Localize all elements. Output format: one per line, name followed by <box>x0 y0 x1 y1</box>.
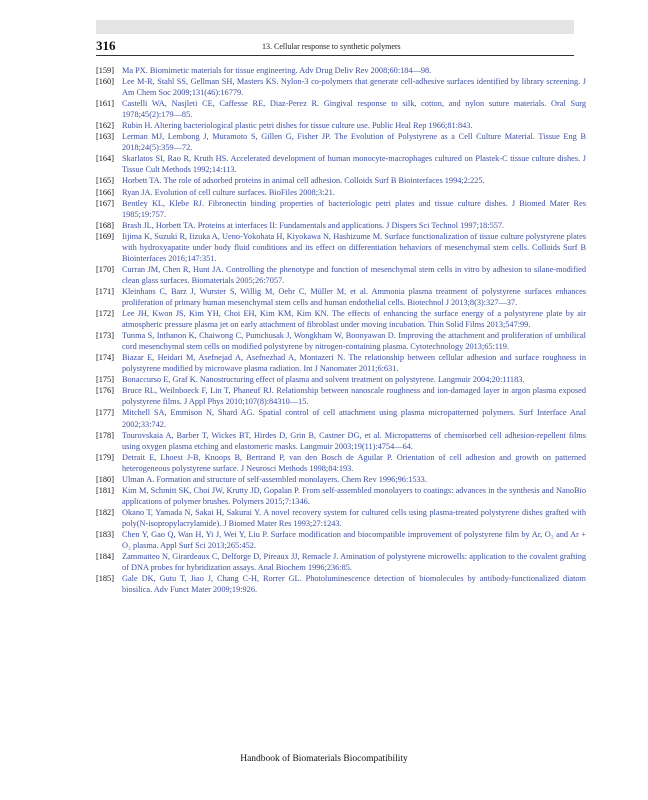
reference-text[interactable]: Curran JM, Chen R, Hunt JA. Controlling the phenotype and function of mesenchymal stem cells in vitro by adhesion to silane-modified clean glass surfaces. Biomaterials 2005;26:7057. <box>122 264 586 285</box>
reference-number: [174] <box>96 353 114 363</box>
reference-text[interactable]: Bonaccurso E, Graf K. Nanostructuring effect of plasma and solvent treatment on polystyrene. Langmuir 2004;20:11183. <box>122 375 525 385</box>
reference-text[interactable]: Bruce RL, Weilnboeck F, Lin T, Phaneuf RJ. Relationship between nanoscale roughness and ion-damaged layer in argon plasma exposed polystyrene films. J Appl Phys 2010;107(8):84310—15. <box>122 386 586 407</box>
reference-text[interactable]: Skarlatos SI, Rao R, Kruth HS. Accelerated development of human monocyte-macrophages cultured on Plastek-C tissue culture dishes. J Tissue Cult Methods 1992;14:113. <box>122 154 586 175</box>
reference-item <box>96 76 586 98</box>
reference-number: [183] <box>96 529 114 539</box>
reference-number: [162] <box>96 121 114 131</box>
reference-item <box>96 220 586 231</box>
reference-text[interactable]: Lerman MJ, Lembong J, Muramoto S, Gillen G, Fisher JP. The Evolution of Polystyrene as a Cell Culture Material. Tissue Eng B 2018;24(5):359—72. <box>122 132 586 153</box>
reference-item <box>96 407 586 429</box>
reference-text[interactable]: Tourovskaia A, Barber T, Wickes BT, Hirdes D, Grin B, Castner DG, et al. Micropatterns of chemisorbed cell adhesion-repellent films using oxygen plasma etching and elastomeric masks. Langmuir 2003;19(11):4754—64. <box>122 430 586 451</box>
reference-text[interactable]: Kleinhans C, Barz J, Wurster S, Willig M, Oehr C, Müller M, et al. Ammonia plasma treatment of polystyrene surfaces enhances proliferation of primary human mesenchymal stem cells and human endothelial cells. Biotechnol J 2013;8(3):327—37. <box>122 286 586 307</box>
reference-number: [169] <box>96 231 114 241</box>
reference-text[interactable]: Ryan JA. Evolution of cell culture surfaces. BioFiles 2008;3:21. <box>122 187 335 197</box>
reference-text[interactable]: Ma PX. Biomimetic materials for tissue engineering. Adv Drug Deliv Rev 2008;60:184—98. <box>122 66 432 75</box>
reference-text[interactable]: Detrait E, Lhoest J-B, Knoops B, Bertrand P, van den Bosch de Aguilar P. Orientation of cell adhesion and growth on patterned heterogeneous polystyrene surface. J Neurosci Methods 1998;84:193. <box>122 452 586 473</box>
reference-item <box>96 264 586 286</box>
reference-text[interactable]: Iijima K, Suzuki R, Iizuka A, Ueno-Yokohata H, Kiyokawa N, Hashizume M. Surface functionalization of tissue culture polystyrene plates with hydroxyapatite under body fluid conditions and its effect on differentiation behaviors of mesenchymal stem cells. Colloids Surf B Biointerfaces 2016;147:351. <box>122 231 586 263</box>
reference-item <box>96 98 586 120</box>
reference-item <box>96 385 586 407</box>
reference-item <box>96 474 586 485</box>
reference-text[interactable]: Horbett TA. The role of adsorbed proteins in animal cell adhesion. Colloids Surf B Biointerfaces 1994;2:225. <box>122 176 485 186</box>
reference-item <box>96 153 586 175</box>
reference-text[interactable]: Tunma S, Inthanon K, Chaiwong C, Pumchusak J, Wongkham W, Boonyawan D. Improving the attachment and proliferation of umbilical cord mesenchymal stem cells on modified polystyrene by nitrogen-containing plasma. Cytotechnology 2013;65:119. <box>122 331 586 352</box>
reference-item <box>96 175 586 186</box>
reference-item <box>96 485 586 507</box>
reference-number: [171] <box>96 286 114 296</box>
reference-text[interactable]: Rubin H. Altering bacteriological plastic petri dishes for tissue culture use. Public Heal Rep 1966;81:843. <box>122 121 473 131</box>
reference-number: [172] <box>96 309 114 319</box>
reference-number: [166] <box>96 187 114 197</box>
reference-item <box>96 330 586 352</box>
page-number: 316 <box>96 38 116 53</box>
reference-item <box>96 573 586 595</box>
reference-text[interactable]: Okano T, Yamada N, Sakai H, Sakurai Y. A novel recovery system for cultured cells using plasma-treated polystyrene dishes grafted with poly(N-isopropylacrylamide). J Biomed Mater Res 1993;27:1243. <box>122 507 586 528</box>
reference-number: [160] <box>96 77 114 87</box>
reference-text[interactable]: Mitchell SA, Emmison N, Shard AG. Spatial control of cell attachment using plasma micropatterned polymers. Surf Interface Anal 2002;33:742. <box>122 408 586 429</box>
reference-number: [179] <box>96 452 114 462</box>
header-bar <box>96 20 574 34</box>
reference-number: [176] <box>96 386 114 396</box>
reference-item <box>96 198 586 220</box>
reference-item <box>96 430 586 452</box>
reference-text[interactable]: Biazar E, Heidari M, Asefnejad A, Asefnezhad A, Montazeri N. The relationship between cellular adhesion and surface roughness in polystyrene modified by microwave plasma radiation. Int J Nanomater 2011;6:631. <box>122 353 586 374</box>
reference-number: [173] <box>96 331 114 341</box>
reference-number: [175] <box>96 375 114 385</box>
reference-text[interactable]: Bentley KL, Klebe RJ. Fibronectin binding properties of bacteriologic petri plates and tissue culture dishes. J Biomed Mater Res 1985;19:757. <box>122 198 586 219</box>
header-rule <box>96 55 574 56</box>
reference-item <box>96 374 586 385</box>
reference-item <box>96 65 586 76</box>
reference-item <box>96 352 586 374</box>
reference-item <box>96 529 586 551</box>
reference-number: [159] <box>96 66 114 75</box>
reference-item <box>96 507 586 529</box>
reference-text[interactable]: Zammatteo N, Girardeaux C, Delforge D, Pireaux JJ, Remacle J. Amination of polystyrene microwells: application to the covalent grafting of DNA probes for hybridization assays. Anal Biochem 1996;236:85. <box>122 552 586 573</box>
reference-number: [180] <box>96 474 114 484</box>
reference-item <box>96 187 586 198</box>
reference-number: [168] <box>96 220 114 230</box>
reference-item <box>96 120 586 131</box>
reference-number: [170] <box>96 264 114 274</box>
reference-number: [161] <box>96 99 114 109</box>
reference-number: [178] <box>96 430 114 440</box>
reference-number: [165] <box>96 176 114 186</box>
reference-list <box>96 65 586 595</box>
reference-item <box>96 551 586 573</box>
reference-text[interactable]: Chen Y, Gao Q, Wan H, Yi J, Wei Y, Liu P. Surface modification and biocompatible improvement of polystyrene film by Ar, O₂ and Ar + O₂ plasma. Appl Surf Sci 2013;265:452. <box>122 529 586 551</box>
reference-text[interactable]: Kim M, Schmitt SK, Choi JW, Krutty JD, Gopalan P. From self-assembled monolayers to coatings: advances in the synthesis and NanoBio applications of polymer brushes. Polymers 2015;7:1346. <box>122 485 586 506</box>
running-head: 13. Cellular response to synthetic polymers <box>262 42 401 51</box>
reference-text[interactable]: Brash JL, Horbett TA. Proteins at interfaces II: Fundamentals and applications. J Dispers Sci Technol 1997;18:557. <box>122 220 505 230</box>
reference-text[interactable]: Lee M-R, Stahl SS, Gellman SH, Masters KS. Nylon-3 co-polymers that generate cell-adhesive surfaces identified by library screening. J Am Chem Soc 2009;131(46):16779. <box>122 77 586 98</box>
reference-text[interactable]: Ulman A. Formation and structure of self-assembled monolayers. Chem Rev 1996;96:1533. <box>122 474 427 484</box>
reference-number: [177] <box>96 408 114 418</box>
reference-number: [163] <box>96 132 114 142</box>
reference-item <box>96 286 586 308</box>
reference-number: [167] <box>96 198 114 208</box>
reference-item <box>96 308 586 330</box>
reference-number: [181] <box>96 485 114 495</box>
reference-item <box>96 452 586 474</box>
reference-text[interactable]: Gale DK, Gutu T, Jiao J, Chang C-H, Rorrer GL. Photoluminescence detection of biomolecules by antibody-functionalized diatom biosilica. Adv Funct Mater 2009;19:926. <box>122 574 586 595</box>
reference-number: [182] <box>96 507 114 517</box>
reference-number: [164] <box>96 154 114 164</box>
reference-text[interactable]: Lee JH, Kwon JS, Kim YH, Choi EH, Kim KM, Kim KN. The effects of enhancing the surface energy of a polystyrene plate by air atmospheric pressure plasma jet on early attachment of fibroblast under moving incubation. Thin Solid Films 2013;547:99. <box>122 309 586 330</box>
reference-text[interactable]: Castelli WA, Nasjleti CE, Caffesse RE, Diaz-Perez R. Gingival response to silk, cotton, and nylon suture materials. Oral Surg 1978;45(2):179—85. <box>122 99 586 120</box>
reference-item <box>96 131 586 153</box>
reference-number: [184] <box>96 552 114 562</box>
footer-book-title: Handbook of Biomaterials Biocompatibility <box>240 754 408 764</box>
reference-number: [185] <box>96 574 114 584</box>
reference-item <box>96 231 586 264</box>
